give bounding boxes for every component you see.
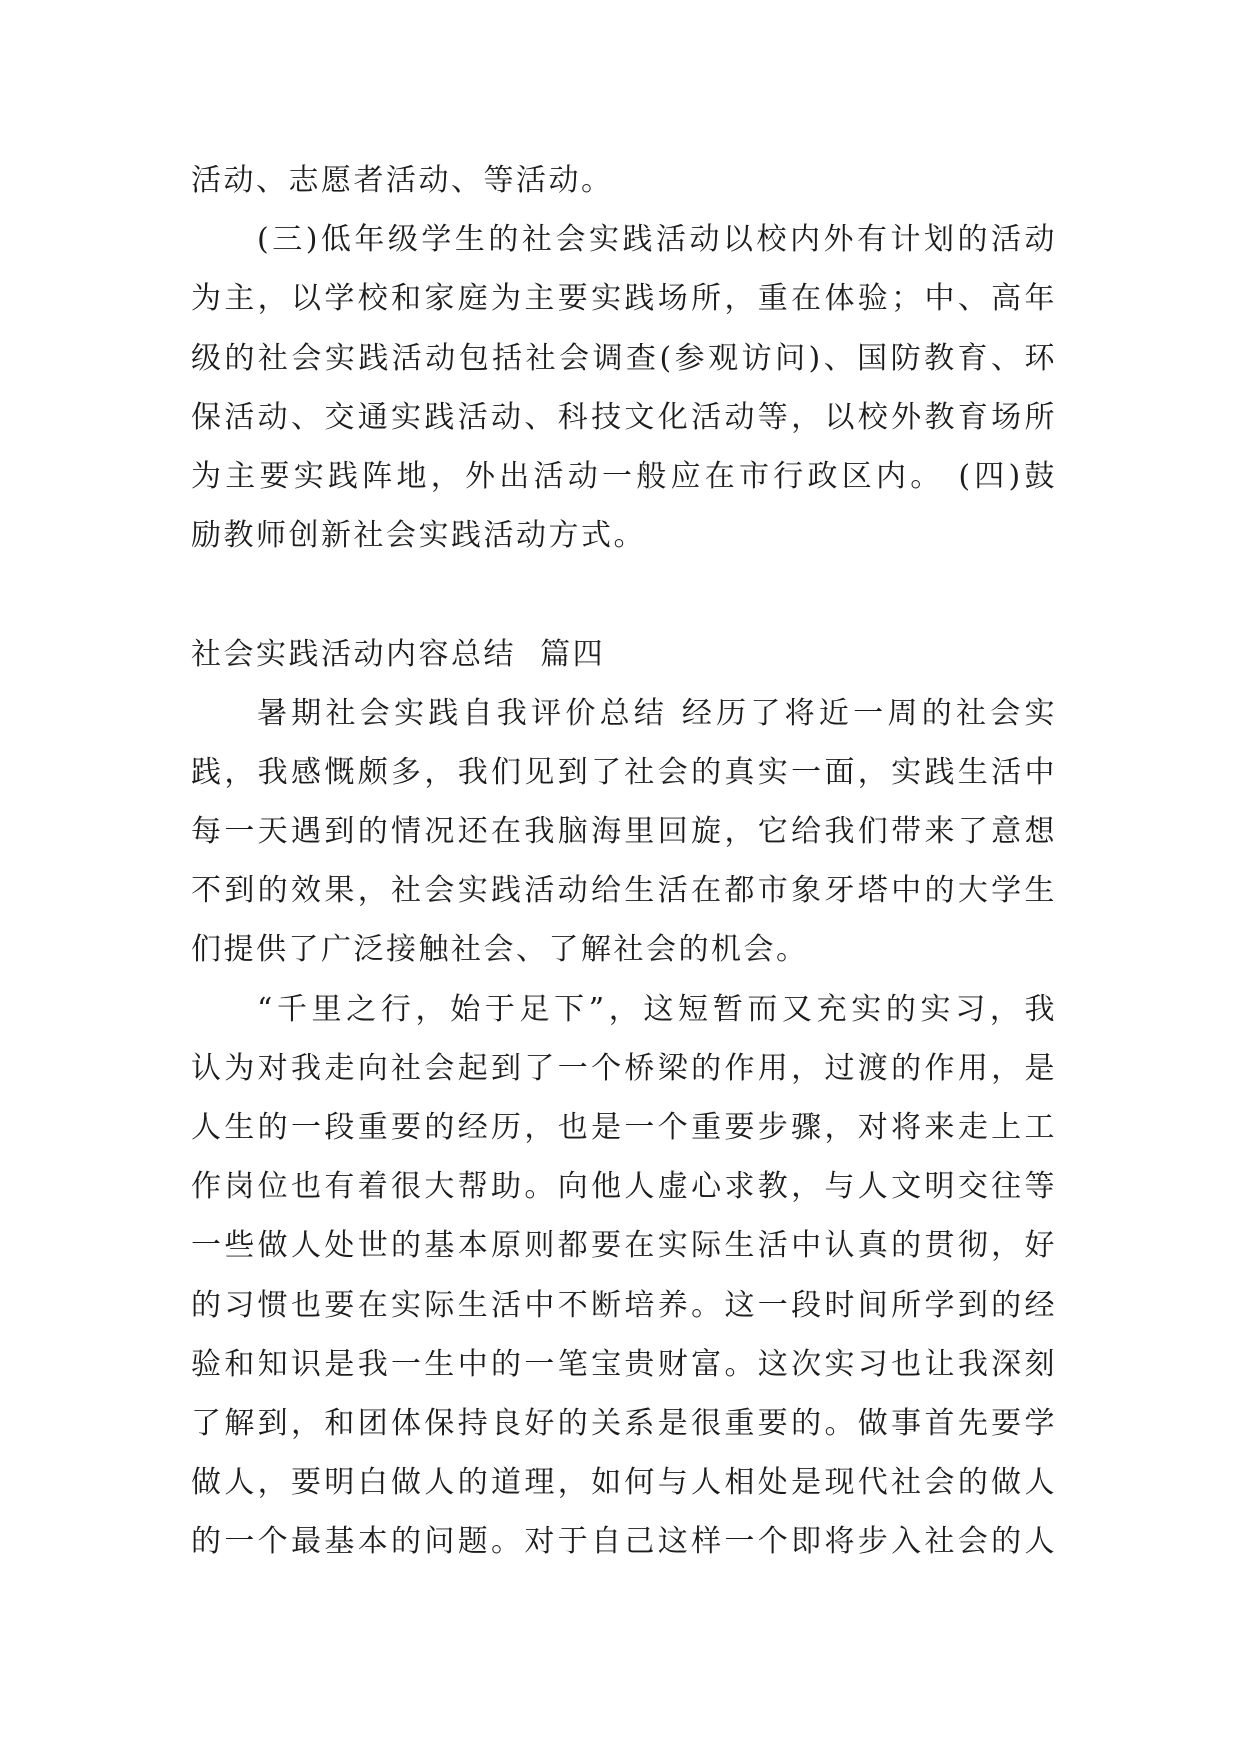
paragraph-line: 践，我感慨颇多，我们见到了社会的真实一面，实践生活中: [191, 754, 1057, 790]
paragraph-line: 保活动、交通实践活动、科技文化活动等，以校外教育场所: [191, 399, 1057, 435]
paragraph-line: 为主要实践阵地，外出活动一般应在市行政区内。 (四)鼓: [191, 458, 1057, 494]
paragraph-summary-body: [191, 980, 1057, 1572]
paragraph-line: 励教师创新社会实践活动方式。: [191, 518, 646, 554]
paragraph-line: 级的社会实践活动包括社会调查(参观访问)、国防教育、环: [191, 340, 1057, 376]
paragraph-line: 的一个最基本的问题。对于自己这样一个即将步入社会的人: [191, 1524, 1057, 1560]
paragraph-line: 为主，以学校和家庭为主要实践场所，重在体验；中、高年: [191, 281, 1057, 317]
paragraph-line: 人生的一段重要的经历，也是一个重要步骤，对将来走上工: [191, 1110, 1057, 1145]
paragraph-line: 暑期社会实践自我评价总结 经历了将近一周的社会实: [257, 695, 1057, 731]
blank-line: [191, 565, 1057, 624]
section-title: 社会实践活动内容总结 篇四: [191, 636, 606, 672]
paragraph-line: “千里之行，始于足下”，这短暂而又充实的实习，我: [257, 991, 1057, 1027]
paragraph-line: (三)低年级学生的社会实践活动以校内外有计划的活动: [257, 222, 1057, 258]
paragraph-summary-intro: [191, 684, 1057, 980]
paragraph-continued: [191, 151, 1057, 210]
paragraph-line: 作岗位也有着很大帮助。向他人虚心求教，与人文明交往等: [191, 1169, 1057, 1205]
paragraph-line: 每一天遇到的情况还在我脑海里回旋，它给我们带来了意想: [191, 814, 1057, 850]
paragraph-line: 们提供了广泛接触社会、了解社会的机会。: [191, 932, 809, 968]
paragraph-line: 不到的效果，社会实践活动给生活在都市象牙塔中的大学生: [191, 873, 1057, 909]
paragraph-line: 了解到，和团体保持良好的关系是很重要的。做事首先要学: [191, 1405, 1057, 1441]
paragraph-line: 做人，要明白做人的道理，如何与人相处是现代社会的做人: [191, 1465, 1057, 1501]
paragraph-line: 一些做人处世的基本原则都要在实际生活中认真的贯彻，好: [191, 1228, 1057, 1264]
paragraph-line: 的习惯也要在实际生活中不断培养。这一段时间所学到的经: [191, 1287, 1057, 1323]
document-body: [191, 151, 1057, 1572]
paragraph-line: 活动、志愿者活动、等活动。: [191, 163, 614, 198]
paragraph-line: 认为对我走向社会起到了一个桥梁的作用，过渡的作用，是: [191, 1050, 1057, 1086]
paragraph-item-3: [191, 210, 1057, 565]
paragraph-line: 验和知识是我一生中的一笔宝贵财富。这次实习也让我深刻: [191, 1346, 1057, 1382]
